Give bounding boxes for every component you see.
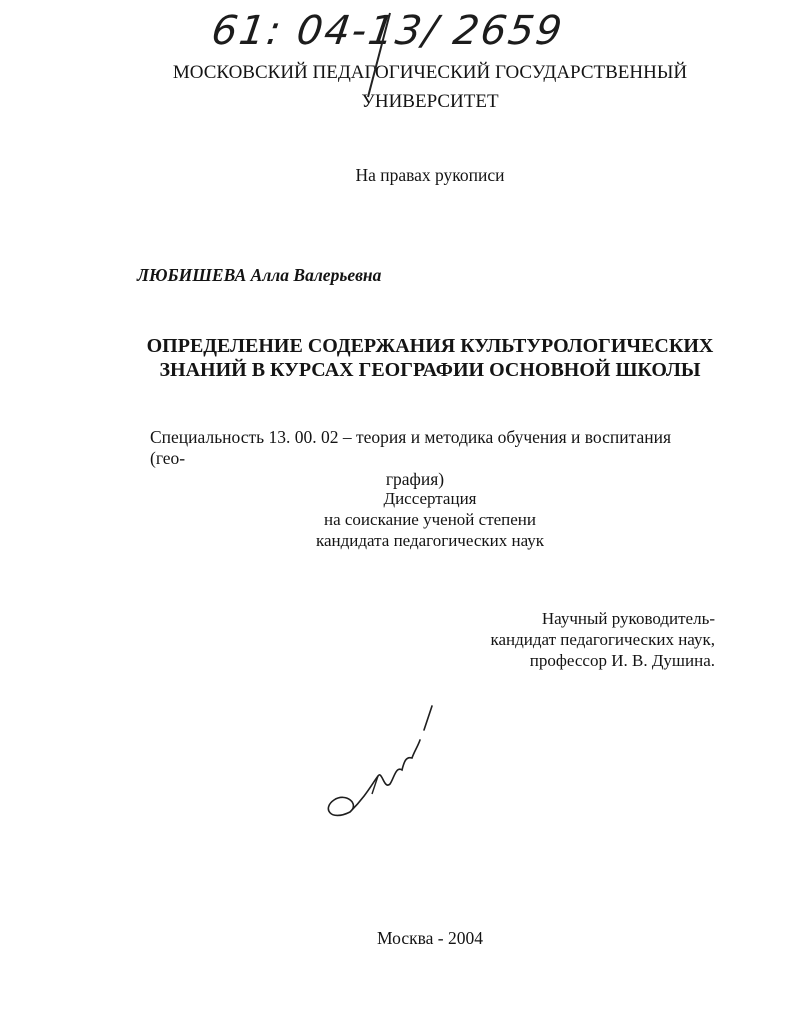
institution-line-1: МОСКОВСКИЙ ПЕДАГОГИЧЕСКИЙ ГОСУДАРСТВЕННЫЙ [172, 62, 688, 83]
author-name: ЛЮБИШЕВА Алла Валерьевна [137, 265, 382, 285]
title-line-2: ЗНАНИЙ В КУРСАХ ГЕОГРАФИИ ОСНОВНОЙ ШКОЛЫ [159, 359, 701, 381]
specialty-line-2: графия) [385, 469, 445, 489]
dissertation-title [0, 334, 791, 382]
supervisor-line-2: кандидат педагогических наук, [490, 630, 715, 649]
title-line-1: ОПРЕДЕЛЕНИЕ СОДЕРЖАНИЯ КУЛЬТУРОЛОГИЧЕСКИХ [146, 335, 714, 357]
degree-line-2: на соискание ученой степени [323, 510, 537, 529]
specialty [150, 427, 710, 490]
degree-line-3: кандидата педагогических наук [315, 531, 545, 550]
supervisor-line-3: профессор И. В. Душина. [529, 651, 715, 670]
supervisor-block [470, 608, 715, 671]
city-year: Москва - 2004 [377, 928, 483, 948]
institution-line-2: УНИВЕРСИТЕТ [361, 91, 499, 112]
institution-name [0, 58, 791, 116]
rights-note: На правах рукописи [355, 165, 505, 185]
degree-statement [0, 488, 791, 551]
specialty-line-1: Специальность 13. 00. 02 – теория и методика обучения и воспитания (гео- [150, 427, 672, 468]
archive-number: 61: 04-13/ 2659 [208, 8, 567, 54]
degree-line-1: Диссертация [383, 489, 477, 508]
supervisor-line-1: Научный руководитель- [541, 609, 715, 628]
handwritten-signature [320, 700, 440, 830]
